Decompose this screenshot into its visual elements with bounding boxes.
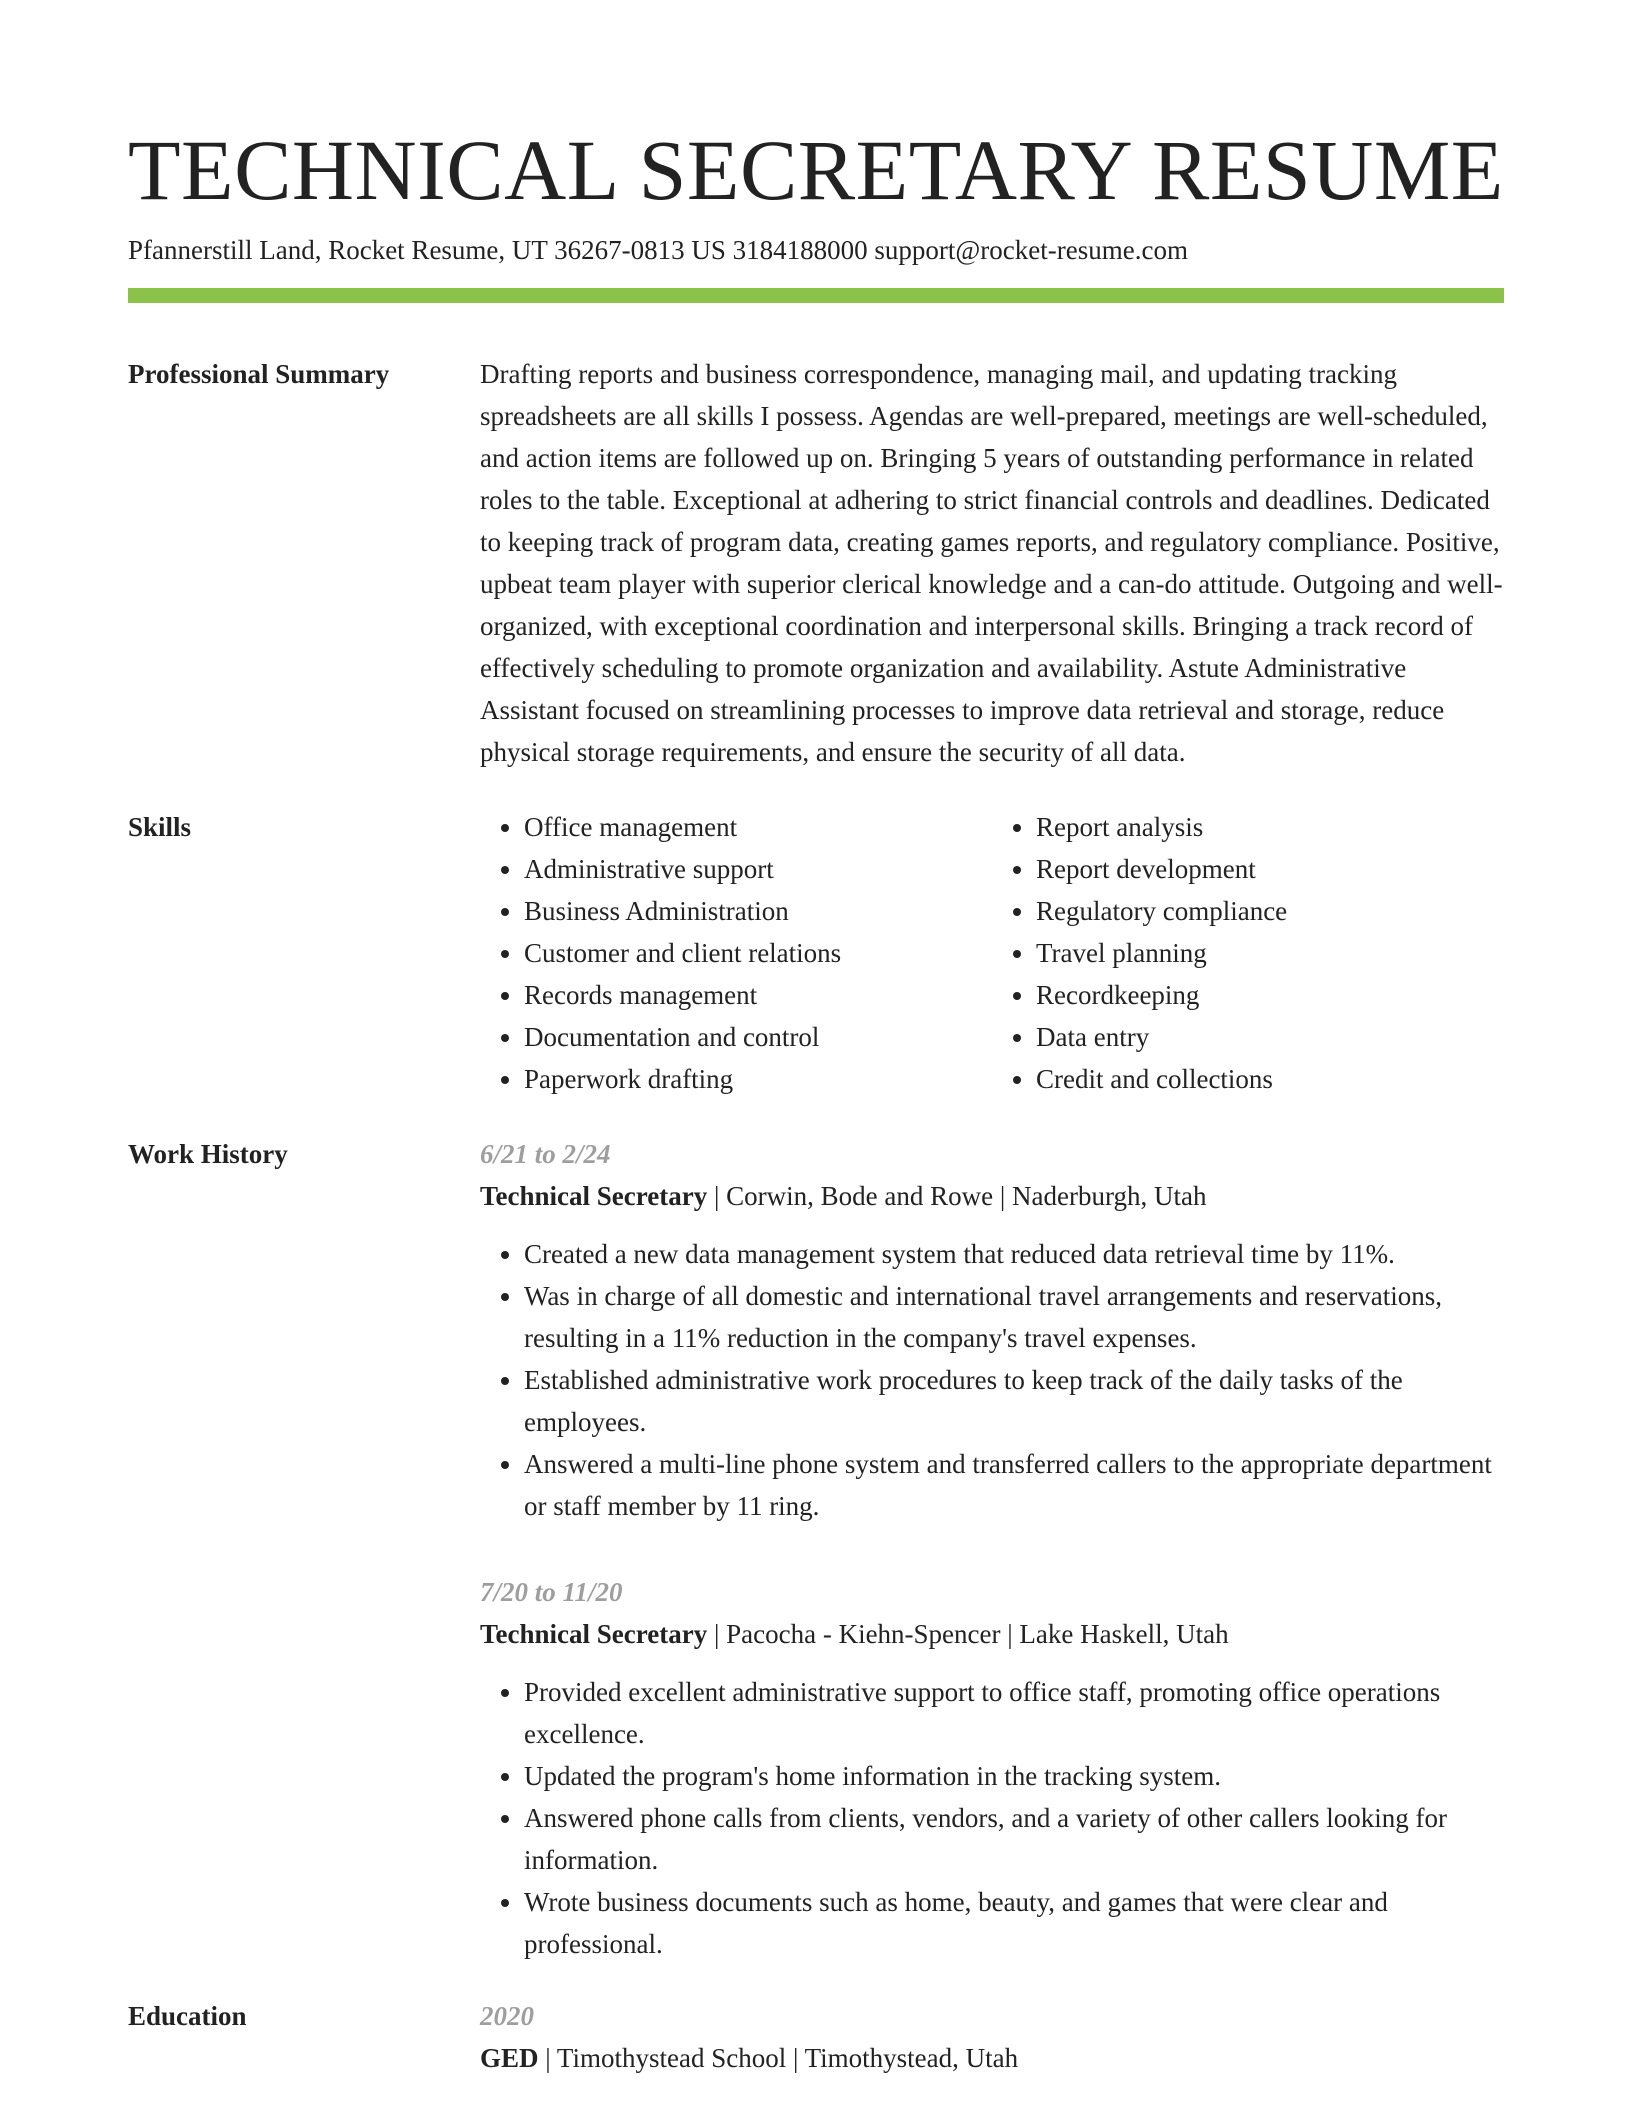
skills-grid [480, 806, 1504, 1100]
job-entry [480, 1571, 1504, 1965]
section-label-skills: Skills [128, 812, 192, 842]
skill-item: • Data entry [1036, 1016, 1504, 1058]
skill-item: • Office management [524, 806, 992, 848]
skill-item: • Paperwork drafting [524, 1058, 992, 1100]
skills-column-right [992, 806, 1504, 1100]
skill-item: • Report analysis [1036, 806, 1504, 848]
skill-item: • Report development [1036, 848, 1504, 890]
section-label-work-history: Work History [128, 1139, 288, 1169]
job-title: Technical Secretary [480, 1181, 708, 1211]
skill-item: • Documentation and control [524, 1016, 992, 1058]
education-section [128, 1995, 1504, 2079]
skill-item: • Customer and client relations [524, 932, 992, 974]
summary-text: Drafting reports and business correspondence, managing mail, and updating tracking spreadsheets are all skills I possess. Agendas are well-prepared, meetings are well-scheduled, and action items are followed up on. Bringing 5 years of outstanding performance in related roles to the table. Exceptional at adhering to strict financial controls and deadlines. Dedicated to keeping track of program data, creating games reports, and regulatory compliance. Positive, upbeat team player with superior clerical knowledge and a can-do attitude. Outgoing and well-organized, with exceptional coordination and interpersonal skills. Bringing a track record of effectively scheduling to promote organization and availability. Astute Administrative Assistant focused on streamlining processes to improve data retrieval and storage, reduce physical storage requirements, and ensure the security of all data. [480, 359, 1503, 767]
job-bullets [480, 1671, 1504, 1965]
summary-section [128, 353, 1504, 773]
skill-item: • Travel planning [1036, 932, 1504, 974]
job-entry [480, 1133, 1504, 1527]
education-date: 2020 [480, 2001, 534, 2031]
job-bullet: • Established administrative work procedures to keep track of the daily tasks of the employees. [524, 1359, 1504, 1443]
job-details: | Pacocha - Kiehn-Spencer | Lake Haskell, Utah [707, 1619, 1229, 1649]
job-bullet: • Answered phone calls from clients, vendors, and a variety of other callers looking for information. [524, 1797, 1504, 1881]
section-label-summary: Professional Summary [128, 359, 390, 389]
education-degree: GED [480, 2043, 539, 2073]
job-bullet: • Wrote business documents such as home, beauty, and games that were clear and professional. [524, 1881, 1504, 1965]
skill-item: • Records management [524, 974, 992, 1016]
resume-page [128, 118, 1504, 2079]
skill-item: • Recordkeeping [1036, 974, 1504, 1016]
skills-column-left [480, 806, 992, 1100]
skill-item: • Credit and collections [1036, 1058, 1504, 1100]
header-divider [128, 288, 1504, 303]
job-role-line [480, 1613, 1504, 1655]
job-bullet: • Created a new data management system that reduced data retrieval time by 11%. [524, 1233, 1504, 1275]
skills-section [128, 806, 1504, 1100]
skill-item: • Regulatory compliance [1036, 890, 1504, 932]
contact-line: Pfannerstill Land, Rocket Resume, UT 36267-0813 US 3184188000 support@rocket-resume.com [128, 235, 1188, 265]
job-role-line [480, 1175, 1504, 1217]
job-bullet: • Updated the program's home information in the tracking system. [524, 1755, 1504, 1797]
job-dates: 7/20 to 11/20 [480, 1577, 623, 1607]
job-bullet: • Provided excellent administrative support to office staff, promoting office operations excellence. [524, 1671, 1504, 1755]
job-details: | Corwin, Bode and Rowe | Naderburgh, Utah [707, 1181, 1207, 1211]
job-title: Technical Secretary [480, 1619, 708, 1649]
job-bullets [480, 1233, 1504, 1527]
education-line [480, 2037, 1504, 2079]
skill-item: • Business Administration [524, 890, 992, 932]
skill-item: • Administrative support [524, 848, 992, 890]
work-history-section [128, 1133, 1504, 1965]
job-bullet: • Was in charge of all domestic and international travel arrangements and reservations, resulting in a 11% reduction in the company's travel expenses. [524, 1275, 1504, 1359]
education-details: | Timothystead School | Timothystead, Utah [538, 2043, 1019, 2073]
resume-title: TECHNICAL SECRETARY RESUME [128, 122, 1504, 218]
job-dates: 6/21 to 2/24 [480, 1139, 611, 1169]
section-label-education: Education [128, 2001, 247, 2031]
job-bullet: • Answered a multi-line phone system and transferred callers to the appropriate department or staff member by 11 ring. [524, 1443, 1504, 1527]
